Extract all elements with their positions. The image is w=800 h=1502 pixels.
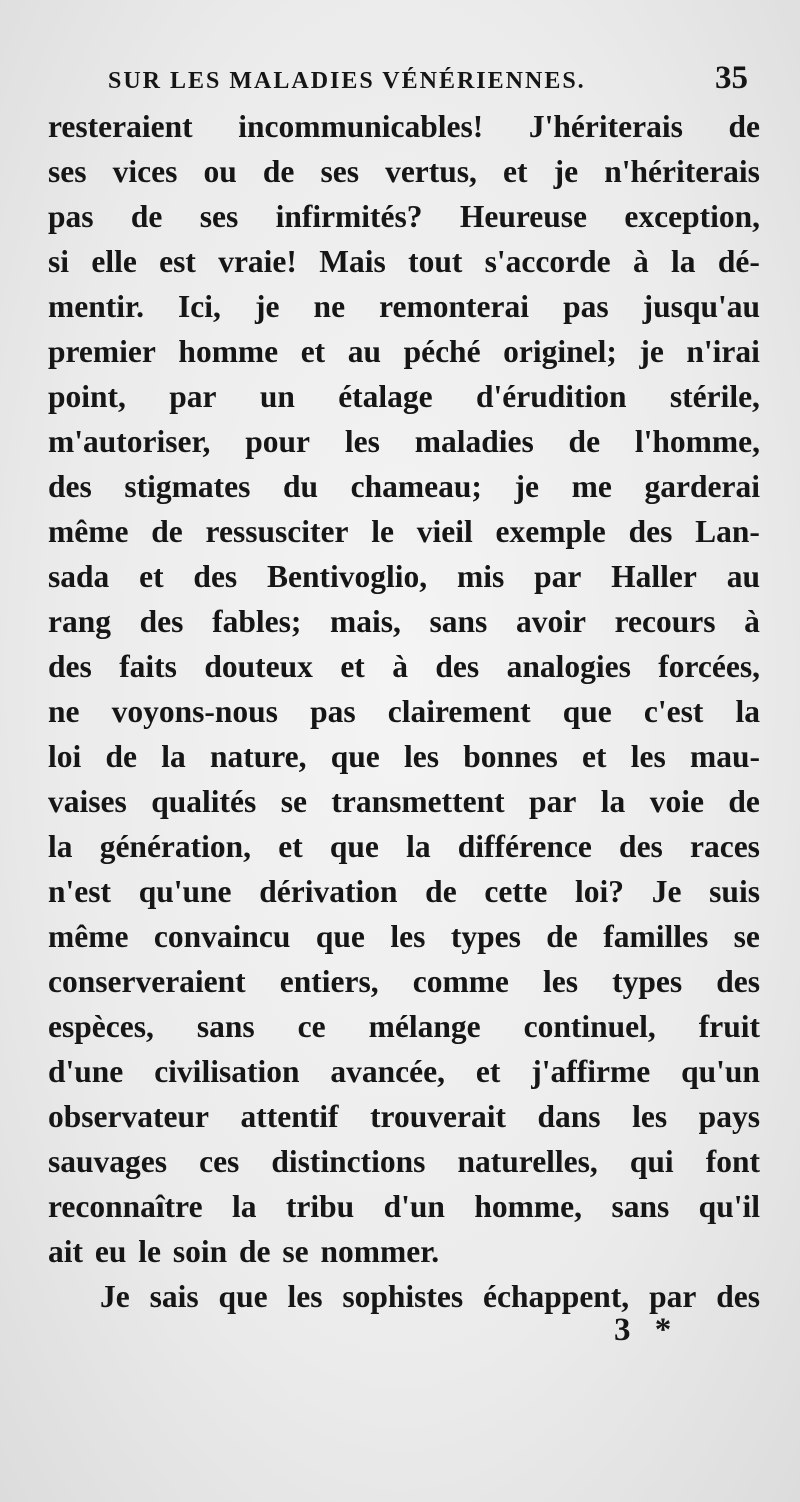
word: convaincu bbox=[153, 919, 291, 954]
text-line bbox=[48, 104, 760, 149]
word: un bbox=[259, 379, 295, 414]
text-line bbox=[48, 419, 760, 464]
word: me bbox=[571, 469, 612, 504]
word: incommunicables! bbox=[238, 109, 484, 144]
word: qualités bbox=[151, 784, 257, 819]
word: et bbox=[300, 334, 326, 369]
word: est bbox=[159, 244, 196, 279]
word: attentif bbox=[240, 1099, 339, 1134]
running-head: SUR LES MALADIES VÉNÉRIENNES. bbox=[108, 68, 586, 94]
word: des bbox=[435, 649, 480, 684]
signature-mark: 3 * bbox=[614, 1312, 680, 1348]
word: que bbox=[329, 829, 379, 864]
word: je bbox=[254, 289, 280, 324]
text-line bbox=[48, 734, 760, 779]
word: sans bbox=[611, 1189, 670, 1224]
word: à bbox=[392, 649, 408, 684]
word: forcées, bbox=[658, 649, 760, 684]
word: péché bbox=[403, 334, 481, 369]
word: stérile, bbox=[669, 379, 760, 414]
word: et bbox=[475, 1054, 501, 1089]
word: par bbox=[529, 784, 577, 819]
word: ces bbox=[199, 1144, 240, 1179]
word: rang bbox=[48, 604, 111, 639]
word: faits bbox=[119, 649, 177, 684]
word: mau- bbox=[690, 739, 760, 774]
word: dérivation bbox=[259, 874, 398, 909]
word: du bbox=[283, 469, 319, 504]
word: civilisation bbox=[154, 1054, 300, 1089]
word: continuel, bbox=[523, 1009, 656, 1044]
word: et bbox=[139, 559, 164, 594]
word: la bbox=[161, 739, 186, 774]
word: ou bbox=[203, 154, 237, 189]
word: le bbox=[371, 514, 394, 549]
text-line bbox=[48, 644, 760, 689]
word: d'un bbox=[383, 1189, 445, 1224]
word: au bbox=[347, 334, 382, 369]
text-line bbox=[48, 914, 760, 959]
word: de bbox=[130, 199, 163, 234]
text-line bbox=[48, 1094, 760, 1139]
word: qu'il bbox=[698, 1189, 760, 1224]
word: les bbox=[632, 1099, 668, 1134]
word: espèces, bbox=[48, 1009, 154, 1044]
word: loi bbox=[48, 739, 82, 774]
word: des bbox=[619, 829, 663, 864]
word: vices bbox=[112, 154, 178, 189]
word: pas bbox=[48, 199, 94, 234]
word: s'accorde bbox=[484, 244, 611, 279]
word: garderai bbox=[644, 469, 760, 504]
word: de bbox=[151, 514, 183, 549]
word: races bbox=[689, 829, 760, 864]
text-line bbox=[48, 779, 760, 824]
word: conserveraient bbox=[48, 964, 246, 999]
word: la bbox=[231, 1189, 257, 1224]
word: par bbox=[534, 559, 582, 594]
word: cette bbox=[484, 874, 548, 909]
word: d'une bbox=[48, 1054, 124, 1089]
word: Lan- bbox=[695, 514, 760, 549]
word: étalage bbox=[338, 379, 433, 414]
text-line bbox=[48, 284, 760, 329]
word: J'hériterais bbox=[528, 109, 683, 144]
word: dans bbox=[537, 1099, 601, 1134]
word: les bbox=[390, 919, 426, 954]
word: font bbox=[705, 1144, 760, 1179]
word: entiers, bbox=[279, 964, 379, 999]
word: que bbox=[218, 1279, 268, 1314]
text-line bbox=[48, 464, 760, 509]
word: maladies bbox=[414, 424, 534, 459]
word: familles bbox=[603, 919, 709, 954]
word: d'érudition bbox=[475, 379, 627, 414]
word: mentir. bbox=[48, 289, 144, 324]
word: analogies bbox=[506, 649, 631, 684]
word: suis bbox=[709, 874, 760, 909]
word: vertus, bbox=[385, 154, 477, 189]
word: l'homme, bbox=[634, 424, 760, 459]
word: génération, bbox=[99, 829, 252, 864]
word: des bbox=[48, 469, 92, 504]
word: Ici, bbox=[178, 289, 221, 324]
word: je bbox=[514, 469, 540, 504]
text-line bbox=[48, 869, 760, 914]
word: fables; bbox=[212, 604, 302, 639]
word: Heureuse bbox=[459, 199, 588, 234]
word: fruit bbox=[698, 1009, 760, 1044]
word: que bbox=[315, 919, 365, 954]
word: exception, bbox=[624, 199, 760, 234]
word: resteraient bbox=[48, 109, 193, 144]
word: loi? bbox=[575, 874, 625, 909]
word: remonterai bbox=[379, 289, 529, 324]
word: de bbox=[105, 739, 137, 774]
word: types bbox=[450, 919, 521, 954]
word: échappent, bbox=[483, 1279, 630, 1314]
word: chameau; bbox=[350, 469, 482, 504]
word: des bbox=[48, 649, 92, 684]
word: bonnes bbox=[463, 739, 558, 774]
word: se bbox=[280, 784, 307, 819]
word: pas bbox=[310, 694, 356, 729]
word: recours bbox=[614, 604, 716, 639]
word: de bbox=[728, 784, 760, 819]
text-line bbox=[48, 509, 760, 554]
word: mis bbox=[456, 559, 505, 594]
text-line bbox=[48, 959, 760, 1004]
word: m'autoriser, bbox=[48, 424, 211, 459]
word: de bbox=[425, 874, 457, 909]
word: les bbox=[287, 1279, 323, 1314]
word: ce bbox=[297, 1009, 326, 1044]
word: Je bbox=[651, 874, 682, 909]
word: point, bbox=[48, 379, 126, 414]
word: qu'une bbox=[138, 874, 232, 909]
text-line bbox=[48, 329, 760, 374]
word: à bbox=[744, 604, 760, 639]
word: n'hériterais bbox=[604, 154, 760, 189]
word: les bbox=[404, 739, 440, 774]
word: comme bbox=[412, 964, 509, 999]
word: si bbox=[48, 244, 70, 279]
word: ne bbox=[48, 694, 80, 729]
text-line bbox=[48, 1139, 760, 1184]
word: sans bbox=[196, 1009, 255, 1044]
word: je bbox=[553, 154, 579, 189]
text-line bbox=[48, 239, 760, 284]
word: de bbox=[728, 109, 760, 144]
word: de bbox=[262, 154, 295, 189]
word: n'est bbox=[48, 874, 111, 909]
word: à bbox=[632, 244, 649, 279]
word: ressusciter bbox=[205, 514, 349, 549]
text-line bbox=[48, 194, 760, 239]
word: nature, bbox=[209, 739, 307, 774]
word: vraie! bbox=[218, 244, 297, 279]
word: les bbox=[630, 739, 666, 774]
word: mais, bbox=[329, 604, 401, 639]
word: sophistes bbox=[342, 1279, 464, 1314]
word: pas bbox=[563, 289, 609, 324]
word: vaises bbox=[48, 784, 127, 819]
word: reconnaître bbox=[48, 1189, 203, 1224]
word: que bbox=[330, 739, 380, 774]
word: Haller bbox=[611, 559, 697, 594]
word: qui bbox=[629, 1144, 674, 1179]
text-line bbox=[48, 149, 760, 194]
word: ses bbox=[199, 199, 239, 234]
text-line bbox=[48, 1004, 760, 1049]
word: naturelles, bbox=[457, 1144, 598, 1179]
word: se bbox=[733, 919, 760, 954]
word: des bbox=[193, 559, 238, 594]
word: types bbox=[612, 964, 683, 999]
body-text bbox=[48, 104, 760, 1319]
word: transmettent bbox=[331, 784, 505, 819]
word: sans bbox=[429, 604, 488, 639]
word: des bbox=[139, 604, 184, 639]
word: voie bbox=[649, 784, 704, 819]
text-line bbox=[48, 374, 760, 419]
word: trouverait bbox=[370, 1099, 506, 1134]
word: premier bbox=[48, 334, 156, 369]
word: Je bbox=[100, 1279, 130, 1314]
word: au bbox=[726, 559, 760, 594]
word: douteux bbox=[204, 649, 313, 684]
word: je bbox=[639, 334, 664, 369]
word: dé- bbox=[717, 244, 760, 279]
text-line bbox=[48, 599, 760, 644]
word: par bbox=[169, 379, 217, 414]
text-line bbox=[48, 824, 760, 869]
word: que bbox=[562, 694, 612, 729]
word: qu'un bbox=[681, 1054, 760, 1089]
word: observateur bbox=[48, 1099, 209, 1134]
word: sais bbox=[149, 1279, 199, 1314]
word: et bbox=[503, 154, 528, 189]
word: jusqu'au bbox=[642, 289, 760, 324]
word: de bbox=[568, 424, 601, 459]
word: même bbox=[48, 514, 129, 549]
word: homme, bbox=[474, 1189, 582, 1224]
word: des bbox=[716, 964, 760, 999]
word: pays bbox=[698, 1099, 760, 1134]
word: la bbox=[671, 244, 696, 279]
word: et bbox=[340, 649, 365, 684]
word: c'est bbox=[643, 694, 704, 729]
word: et bbox=[582, 739, 607, 774]
word: mélange bbox=[368, 1009, 481, 1044]
word: pour bbox=[245, 424, 311, 459]
word: distinctions bbox=[271, 1144, 426, 1179]
word: stigmates bbox=[124, 469, 251, 504]
word: n'irai bbox=[686, 334, 760, 369]
word: de bbox=[546, 919, 578, 954]
word: tribu bbox=[285, 1189, 355, 1224]
word: avancée, bbox=[330, 1054, 445, 1089]
word: et bbox=[278, 829, 303, 864]
word: homme bbox=[178, 334, 279, 369]
word: originel; bbox=[503, 334, 617, 369]
word: les bbox=[344, 424, 380, 459]
word: Mais bbox=[319, 244, 386, 279]
word: la bbox=[600, 784, 626, 819]
word: ne bbox=[313, 289, 346, 324]
word: elle bbox=[91, 244, 137, 279]
text-line bbox=[48, 1184, 760, 1229]
word: des bbox=[716, 1279, 760, 1314]
word: sada bbox=[48, 559, 110, 594]
word: la bbox=[406, 829, 431, 864]
text-line bbox=[48, 1049, 760, 1094]
word: les bbox=[543, 964, 579, 999]
word: la bbox=[48, 829, 73, 864]
word: même bbox=[48, 919, 129, 954]
word: ses bbox=[320, 154, 359, 189]
word: voyons-nous bbox=[111, 694, 278, 729]
word: infirmités? bbox=[275, 199, 423, 234]
paragraph-end-line: ait eu le soin de se nommer. bbox=[48, 1234, 440, 1269]
word: différence bbox=[457, 829, 592, 864]
text-line bbox=[48, 554, 760, 599]
page-header bbox=[108, 60, 748, 100]
word: tout bbox=[408, 244, 463, 279]
word: j'affirme bbox=[531, 1054, 651, 1089]
word: des bbox=[628, 514, 673, 549]
word: ses bbox=[48, 154, 87, 189]
word: la bbox=[735, 694, 760, 729]
word: vieil bbox=[416, 514, 473, 549]
word: par bbox=[649, 1279, 697, 1314]
word: Bentivoglio, bbox=[267, 559, 428, 594]
word: avoir bbox=[515, 604, 586, 639]
text-line bbox=[48, 689, 760, 734]
word: sauvages bbox=[48, 1144, 168, 1179]
word: exemple bbox=[495, 514, 606, 549]
word: clairement bbox=[387, 694, 531, 729]
page-number: 35 bbox=[715, 60, 748, 96]
